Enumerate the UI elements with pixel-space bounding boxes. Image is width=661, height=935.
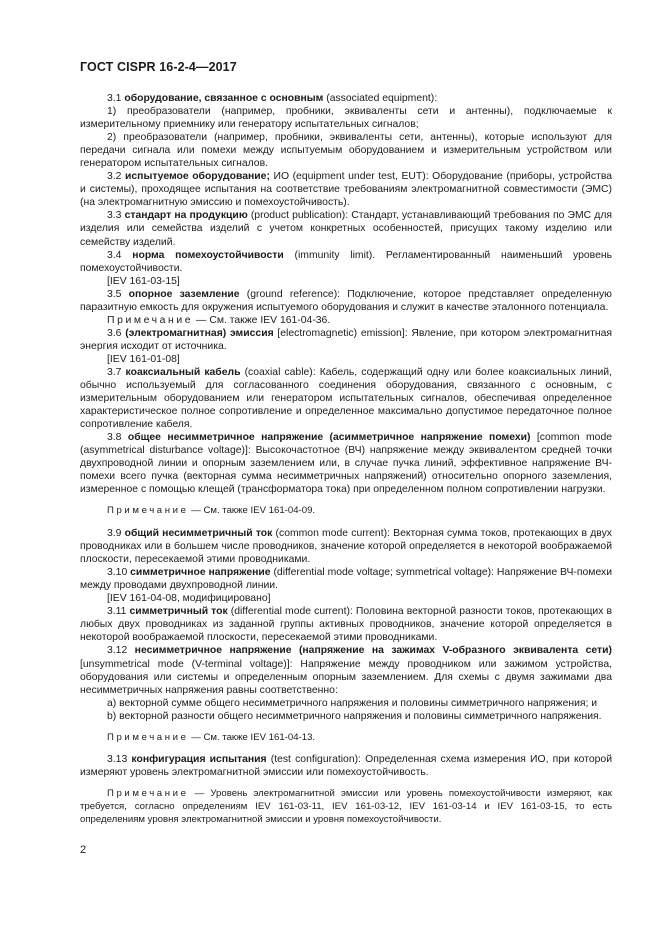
term: симметричный ток [129,606,228,618]
definition-3-1: 3.1 оборудование, связанное с основным (associated equipment): [107,93,438,104]
term: общее несимметричное напряжение (асимметричное напряжение помехи) [127,432,531,444]
term: несимметричное напряжение (напряжение на зажимах V-образного эквивалента сети) [134,645,612,657]
term: (электромагнитная) эмиссия [125,327,274,339]
document-body [80,92,612,826]
term: коаксиальный кабель [125,366,241,378]
term: норма помехоустойчивости [132,249,284,261]
definition-3-11: 3.11 симметричный ток (differential mode current): Половина векторной разности токов, протекающих в любых двух проводниках из заданной группы активных проводников, значение которой определяется в некоторой воображаемой плоскости, пересекаемой этими проводниками. [80,606,612,644]
definition-3-4: 3.4 норма помехоустойчивости (immunity limit). Регламентированный наименьший уровень помехоустойчивости. [80,249,613,274]
list-item: 2) преобразователи (например, пробники, эквиваленты сети, антенны), которые используют для передачи сигнала или помехи между испытуемым оборудованием и измерительным устройством или генератором испытательных сигналов. [80,132,612,170]
term: стандарт на продукцию [124,210,248,222]
term: оборудование, связанное с основным [124,93,324,104]
term: общий несимметричный ток [124,528,273,540]
definition-3-9: 3.9 общий несимметричный ток (common mode current): Векторная сумма токов, протекающих в двух проводниках или в большем числе проводников, значение которой определяется в некоторой воображаемой плоскости, пересекаемой этими проводниками. [80,528,612,566]
definition-3-6: 3.6 (электромагнитная) эмиссия [electromagnetic) emission]: Явление, при котором электромагнитная энергия исходит от источника. [80,327,612,352]
page-number: 2 [80,844,87,856]
reference: [IEV 161-01-08] [107,353,180,365]
definition-3-7: 3.7 коаксиальный кабель (coaxial cable): Кабель, содержащий одну или более коаксиальных линий, обычно используемый для согласованного соединения оборудования, связанного с основным, с измерительным оборудованием или генератором испытательных сигналов, обеспечивая определенное характеристическое полное сопротивление и определенное максимально допустимое передаточное полное сопротивление кабеля. [80,366,612,431]
definition-3-5: 3.5 опорное заземление (ground reference): Подключение, которое представляет определенную паразитную емкость для окружения испытуемого оборудования и служит в качестве эталонного потенциала. [80,288,612,313]
note: Примечание — Уровень электромагнитной эмиссии или уровень помехоустойчивости измеряют, как требуется, согласно определениям IEV 161-03-11, IEV 161-03-12, IEV 161-03-14 и IEV 161-03-15, то есть определениям уровня электромагнитной эмиссии и уровня помехоустойчивости. [80,788,612,825]
term: конфигурация испытания [131,754,267,766]
definition-3-13: 3.13 конфигурация испытания (test configuration): Определенная схема измерения ИО, при которой измеряют уровень электромагнитной эмиссии или помехоустойчивость. [80,754,612,779]
list-item: b) векторной разности общего несимметричного напряжения и половины симметричного напряжения. [107,710,602,722]
definition-3-12: 3.12 несимметричное напряжение (напряжение на зажимах V-образного эквивалента сети) [unsymmetrical mode (V-terminal voltage)]: Напряжение между проводником или зажимом устройства, оборудования или системы и определенным опорным заземлением. Для схемы с двумя зажимами два несимметричных напряжения равны соответственно: [80,645,612,696]
term: симметричное напряжение [130,567,271,579]
note: Примечание — См. также IEV 161-04-13. [107,731,316,743]
document-header: ГОСТ CISPR 16-2-4—2017 [80,60,237,74]
definition-3-3: 3.3 стандарт на продукцию (product publication): Стандарт, устанавливающий требования по ЭМС для изделия или семейства изделий с учетом конкретных особенностей, присущих такому изделию или семейству изделий. [80,210,613,248]
definition-3-8: 3.8 общее несимметричное напряжение (асимметричное напряжение помехи) [common mode (asymmetrical disturbance voltage)]: Высокочастотное (ВЧ) напряжение между эквивалентом средней точки двухпроводной линии и опорным заземлением или, в случае пучка линий, эффективное напряжение ВЧ-помехи всего пучка (векторная сумма несимметричных напряжений) относительно опорного заземления, измеренное с помощью клещей (трансформатора тока) при определенном полном сопротивлении нагрузки. [80,432,613,496]
term: опорное заземление [128,288,240,300]
list-item: 1) преобразователи (например, пробники, эквиваленты сети и антенны), подключаемые к измерительному приемнику или генератору испытательных сигналов; [80,106,612,131]
definition-3-10: 3.10 симметричное напряжение (differential mode voltage; symmetrical voltage): Напряжение ВЧ-помехи между проводами двухпроводной линии. [80,567,612,592]
note: Примечание — См. также IEV 161-04-09. [107,505,316,517]
note: Примечание — См. также IEV 161-04-36. [107,314,331,326]
reference: [IEV 161-03-15] [107,275,180,287]
reference: [IEV 161-04-08, модифицировано] [107,593,271,605]
list-item: а) векторной сумме общего несимметричного напряжения и половины симметричного напряжения; и [107,697,598,709]
definition-3-2: 3.2 испытуемое оборудование; ИО (equipment under test, EUT): Оборудование (приборы, устройства и системы), проходящее испытания на соответствие требованиям электромагнитной совместимости (ЭМС) (на электромагнитную эмиссию и помехоустойчивость). [80,171,612,209]
term: испытуемое оборудование; [125,171,270,183]
